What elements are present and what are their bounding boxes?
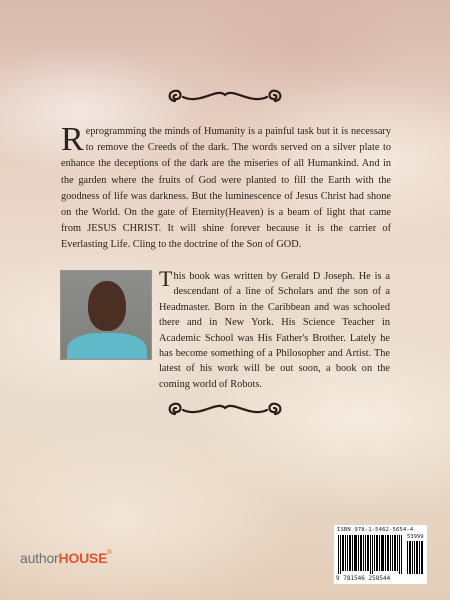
isbn-barcode (334, 525, 427, 584)
price-barcode-bars (407, 541, 424, 574)
bio-dropcap: T (159, 266, 173, 291)
barcode-bars (338, 535, 404, 574)
price-code: 53999 (407, 534, 424, 540)
blurb-dropcap: R (61, 121, 84, 158)
author-bio (159, 266, 390, 392)
bio-text: his book was written by Gerald D Joseph. He is a descendant of a line of Scholars and the son of a Headmaster. Born in the Caribbean and was schooled there and in New York. His Science Teacher in Academic School was His Father's Brother. Lately he has become something of a Philosopher and Artist. The latest of his work will be out soon, a book on the coming world of Robots. (159, 271, 390, 390)
isbn-label: ISBN 978-1-5462-5654-4 (337, 527, 414, 533)
publisher-logo (20, 550, 112, 566)
registered-mark: ® (107, 550, 112, 556)
top-ornament-flourish (165, 83, 285, 111)
publisher-name-part1: author (20, 550, 59, 566)
publisher-name-part2: HOUSE (58, 550, 108, 566)
blurb-text: eprogramming the minds of Humanity is a painful task but it is necessary to remove the Creeds of the dark. The words served on a silver plate to enhance the deceptions of the dark are the miseries of all Humankind. And in the garden where the fruits of God were planted to fill the Earth with the goodness of life was darkness. But the luminescence of Jesus Christ had shone on the World. On the gate of Eternity(Heaven) is a beam of light that came from JESUS CHRIST. It will shine forever because it is the carrier of Everlasting Life. Cling to the doctrine of the Son of GOD. (61, 126, 391, 251)
back-cover-blurb (61, 121, 391, 254)
bottom-ornament-flourish (165, 396, 285, 424)
author-photo (60, 270, 152, 360)
isbn-digits: 9 781546 258544 (336, 575, 391, 582)
